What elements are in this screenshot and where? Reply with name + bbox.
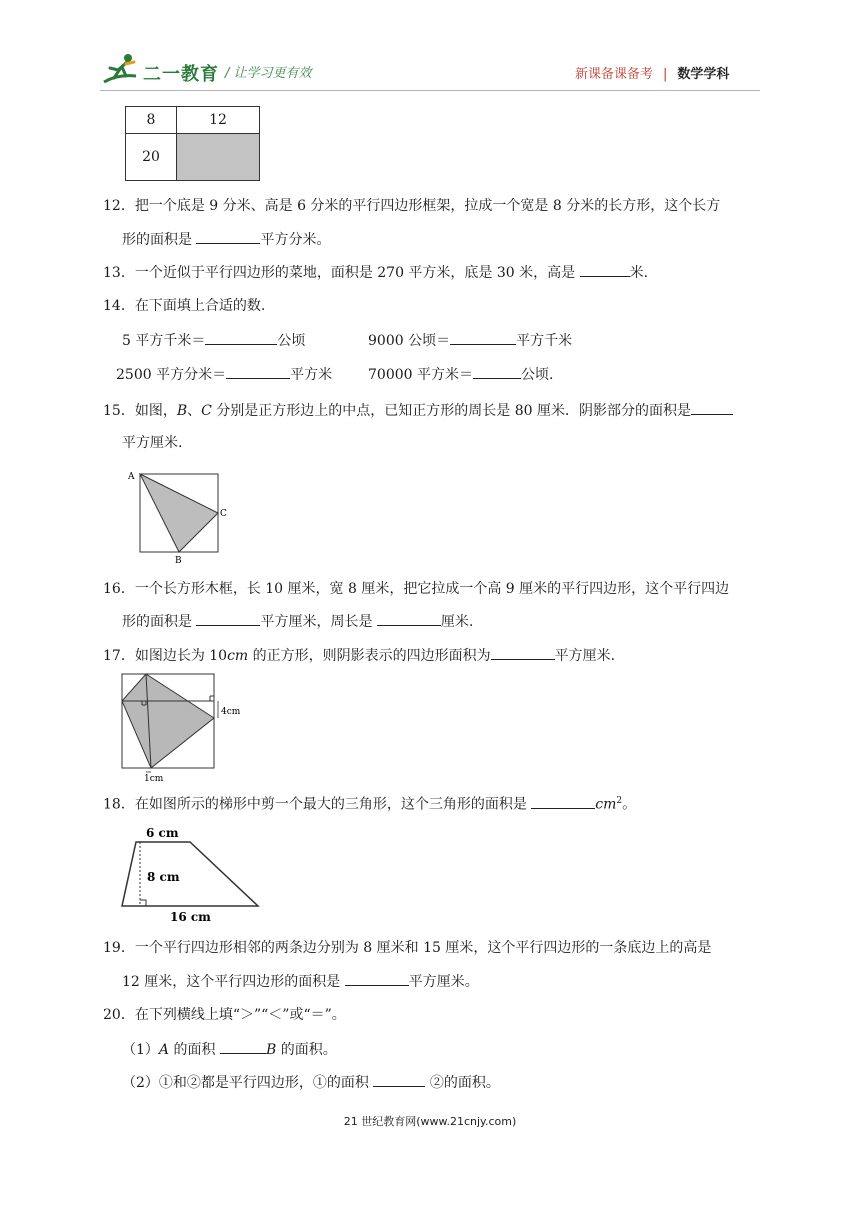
- q20-p2-text: 和: [172, 1075, 187, 1091]
- q14-b-unit: 平方千米: [516, 333, 573, 349]
- q14-title: 14．在下面填上合适的数.: [103, 298, 266, 314]
- q15-text-cont: 分别是正方形边上的中点，已知正方形的周长是 80 厘米．阴影部分的面积是: [211, 403, 692, 419]
- answer-blank[interactable]: [196, 611, 260, 626]
- label-6cm: 6 cm: [146, 826, 179, 840]
- q17-text2: 的正方形，则阴影表示的四边形面积为: [248, 648, 491, 664]
- q14-d: [368, 364, 553, 385]
- logo-text: 二一教育: [143, 64, 219, 85]
- q15-figure: [122, 466, 232, 566]
- q15-point-b: B: [176, 403, 188, 419]
- q14-c: [116, 364, 332, 385]
- q20-p1-text2: 的面积。: [276, 1042, 337, 1058]
- q13-text: 13．一个近似于平行四边形的菜地，面积是 270 平方米，底是 30 米，高是: [103, 265, 576, 281]
- answer-blank[interactable]: [473, 364, 521, 379]
- header-separator: |: [663, 67, 668, 82]
- q20-title: 20．在下列横线上填“＞”“＜”或“＝”。: [103, 1007, 346, 1023]
- q14-d-unit: 公顷.: [521, 367, 554, 383]
- q18-unit-sup: 2: [616, 796, 623, 806]
- q16-text: 形的面积是: [122, 614, 192, 630]
- q18-text: 18．在如图所示的梯形中剪一个最大的三角形，这个三角形的面积是: [103, 796, 527, 813]
- q19-line1: 19．一个平行四边形相邻的两条边分别为 8 厘米和 15 厘米，这个平行四边形的一条底边上的高是: [103, 940, 712, 956]
- header-subject: 数学学科: [677, 67, 730, 82]
- header-right: [575, 63, 729, 82]
- trapezoid-diagram: [118, 820, 268, 926]
- number-grid: [125, 106, 260, 181]
- q12-line1: 12．把一个底是 9 分米、高是 6 分米的平行四边形框架，拉成一个宽是 8 分米的长方形，这个长方: [103, 198, 721, 214]
- q14-a-text: 5 平方千米＝: [122, 333, 206, 349]
- answer-blank[interactable]: [226, 364, 290, 379]
- square-triangle-diagram: [122, 466, 232, 566]
- q18-figure: [118, 820, 268, 926]
- label-4cm: 4cm: [221, 707, 241, 717]
- q20-p1-b: B: [265, 1042, 277, 1058]
- q20-part1: [122, 1039, 337, 1060]
- q15-point-c: C: [201, 403, 212, 419]
- q20-p2-index: （2）: [122, 1075, 159, 1091]
- q18: [103, 791, 636, 815]
- page-footer: 21 世纪教育网(www.21cnjy.com): [343, 1115, 517, 1128]
- q13-unit: 米.: [629, 265, 649, 281]
- q12-text: 形的面积是: [122, 232, 192, 248]
- q14-c-unit: 平方米: [290, 367, 333, 383]
- q20-circled-1b: ①: [312, 1075, 327, 1091]
- runner-logo-icon: [100, 52, 142, 86]
- label-a: A: [128, 472, 135, 482]
- q16-unit: 厘米.: [440, 614, 474, 630]
- logo: [100, 52, 142, 86]
- label-b: B: [175, 556, 182, 566]
- q20-circled-2b: ②: [429, 1075, 444, 1091]
- q20-p1-text: 的面积: [169, 1042, 216, 1058]
- q15-text: 15．如图，: [103, 403, 177, 419]
- q14-d-text: 70000 平方米＝: [368, 367, 473, 383]
- q12-unit: 平方分米。: [260, 232, 331, 248]
- answer-blank[interactable]: [691, 400, 733, 415]
- q17-figure: [118, 672, 248, 784]
- answer-blank[interactable]: [196, 229, 260, 244]
- q20-p2-text3: 的面积: [326, 1075, 369, 1091]
- q17-unit: cm: [227, 648, 249, 664]
- q14-b-text: 9000 公顷＝: [368, 333, 451, 349]
- answer-blank[interactable]: [580, 262, 630, 277]
- q18-end: 。: [622, 796, 637, 813]
- q17-text: 17．如图边长为 10: [103, 648, 228, 664]
- answer-blank[interactable]: [220, 1039, 266, 1054]
- q12-line2: [122, 229, 330, 250]
- q16-text2: 平方厘米，周长是: [260, 614, 373, 630]
- q13: [103, 262, 648, 283]
- header-divider: [100, 90, 760, 91]
- q15-line2: 平方厘米.: [122, 435, 183, 451]
- q20-p2-text4: 的面积。: [443, 1075, 500, 1091]
- answer-blank[interactable]: [450, 330, 516, 345]
- q14-c-text: 2500 平方分米＝: [116, 367, 227, 383]
- q19-text: 12 厘米，这个平行四边形的面积是: [122, 974, 341, 990]
- label-8cm: 8 cm: [147, 870, 180, 884]
- q17-text3: 平方厘米.: [554, 648, 616, 664]
- q20-part2: [122, 1072, 500, 1093]
- answer-blank[interactable]: [491, 645, 555, 660]
- square-quadrilateral-diagram: [118, 672, 248, 784]
- q20-p2-text2: 都是平行四边形，: [200, 1075, 313, 1091]
- q19-unit: 平方厘米。: [408, 974, 479, 990]
- label-c: C: [220, 509, 227, 519]
- q14-b: [368, 330, 572, 351]
- grid-cell: 8: [126, 107, 177, 134]
- grid-cell-shaded: [177, 134, 260, 181]
- q20-circled-1: ①: [158, 1075, 173, 1091]
- answer-blank[interactable]: [345, 971, 409, 986]
- label-1cm: 1cm: [144, 774, 164, 784]
- grid-cell: 12: [177, 107, 260, 134]
- q15-sep: 、: [187, 403, 202, 419]
- q16-line1: 16．一个长方形木框，长 10 厘米，宽 8 厘米，把它拉成一个高 9 厘米的平行四边形，这个平行四边: [103, 581, 730, 597]
- q18-unit: cm: [595, 796, 617, 813]
- q20-p1-index: （1）: [122, 1042, 159, 1058]
- label-16cm: 16 cm: [170, 910, 211, 924]
- header-course-label: 新课备课备考: [575, 67, 654, 82]
- grid-cell: 20: [126, 134, 177, 181]
- slogan: / 让学习更有效: [225, 66, 312, 81]
- q20-p1-a: A: [158, 1042, 170, 1058]
- answer-blank[interactable]: [373, 1072, 425, 1087]
- q14-a-unit: 公顷: [277, 333, 306, 349]
- answer-blank[interactable]: [205, 330, 277, 345]
- answer-blank[interactable]: [377, 611, 441, 626]
- q15-line1: [103, 400, 733, 421]
- q20-circled-2: ②: [186, 1075, 201, 1091]
- answer-blank[interactable]: [531, 794, 595, 809]
- q19-line2: [122, 971, 479, 992]
- q14-a: [122, 330, 305, 351]
- q17: [103, 645, 615, 666]
- q16-line2: [122, 611, 473, 632]
